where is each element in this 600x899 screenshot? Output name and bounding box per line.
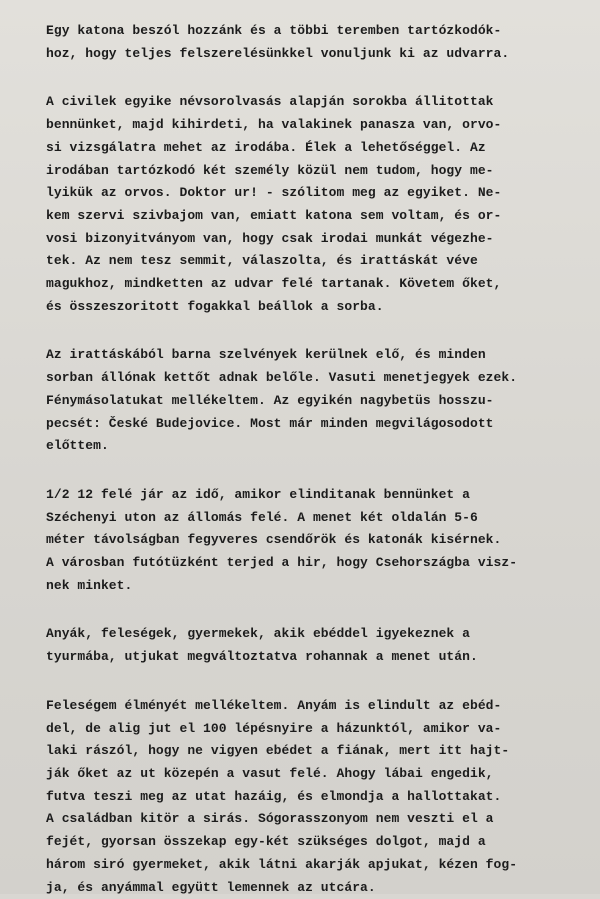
- text-line: nek minket.: [46, 575, 584, 598]
- text-line: hoz, hogy teljes felszerelésünkkel vonuljunk ki az udvarra.: [46, 43, 584, 66]
- text-line: si vizsgálatra mehet az irodába. Élek a lehetőséggel. Az: [46, 137, 584, 160]
- text-line: A városban futótüzként terjed a hir, hogy Csehországba visz-: [46, 552, 584, 575]
- text-line: kem szervi szivbajom van, emiatt katona sem voltam, és or-: [46, 205, 584, 228]
- paragraph-4: [46, 484, 584, 598]
- paragraph-1: [46, 20, 584, 65]
- paragraph-2: [46, 91, 584, 318]
- text-line: del, de alig jut el 100 lépésnyire a házunktól, amikor va-: [46, 718, 584, 741]
- text-line: méter távolságban fegyveres csendőrök és katonák kisérnek.: [46, 529, 584, 552]
- text-line: Egy katona beszól hozzánk és a többi teremben tartózkodók-: [46, 20, 584, 43]
- text-line: irodában tartózkodó két személy közül nem tudom, hogy me-: [46, 160, 584, 183]
- paragraph-6: [46, 695, 584, 899]
- paragraph-5: [46, 623, 584, 668]
- text-line: vosi bizonyitványom van, hogy csak irodai munkát végezhe-: [46, 228, 584, 251]
- text-line: fejét, gyorsan összekap egy-két szükséges dolgot, majd a: [46, 831, 584, 854]
- text-line: lyikük az orvos. Doktor ur! - szólitom meg az egyiket. Ne-: [46, 182, 584, 205]
- text-line: Széchenyi uton az állomás felé. A menet két oldalán 5-6: [46, 507, 584, 530]
- text-line: ja, és anyámmal együtt lemennek az utcára.: [46, 877, 584, 899]
- text-line: bennünket, majd kihirdeti, ha valakinek panasza van, orvo-: [46, 114, 584, 137]
- text-line: magukhoz, mindketten az udvar felé tartanak. Követem őket,: [46, 273, 584, 296]
- text-line: Anyák, feleségek, gyermekek, akik ebéddel igyekeznek a: [46, 623, 584, 646]
- text-line: Feleségem élményét mellékeltem. Anyám is elindult az ebéd-: [46, 695, 584, 718]
- text-line: ják őket az ut közepén a vasut felé. Ahogy lábai engedik,: [46, 763, 584, 786]
- text-line: tyurmába, utjukat megváltoztatva rohannak a menet után.: [46, 646, 584, 669]
- text-line: 1/2 12 felé jár az idő, amikor elinditanak bennünket a: [46, 484, 584, 507]
- paragraph-3: [46, 344, 584, 458]
- text-line: laki rászól, hogy ne vigyen ebédet a fiának, mert itt hajt-: [46, 740, 584, 763]
- text-line: A családban kitör a sirás. Sógorasszonyom nem veszti el a: [46, 808, 584, 831]
- text-line: futva teszi meg az utat hazáig, és elmondja a hallottakat.: [46, 786, 584, 809]
- text-line: pecsét: České Budejovice. Most már minden megvilágosodott: [46, 413, 584, 436]
- text-line: három siró gyermeket, akik látni akarják apjukat, kézen fog-: [46, 854, 584, 877]
- text-line: Az irattáskából barna szelvények kerülnek elő, és minden: [46, 344, 584, 367]
- text-line: tek. Az nem tesz semmit, válaszolta, és irattáskát véve: [46, 250, 584, 273]
- text-line: Fénymásolatukat mellékeltem. Az egyikén nagybetüs hosszu-: [46, 390, 584, 413]
- text-line: A civilek egyike névsorolvasás alapján sorokba állitottak: [46, 91, 584, 114]
- text-line: sorban állónak kettőt adnak belőle. Vasuti menetjegyek ezek.: [46, 367, 584, 390]
- text-line: és összeszoritott fogakkal beállok a sorba.: [46, 296, 584, 319]
- text-line: előttem.: [46, 435, 584, 458]
